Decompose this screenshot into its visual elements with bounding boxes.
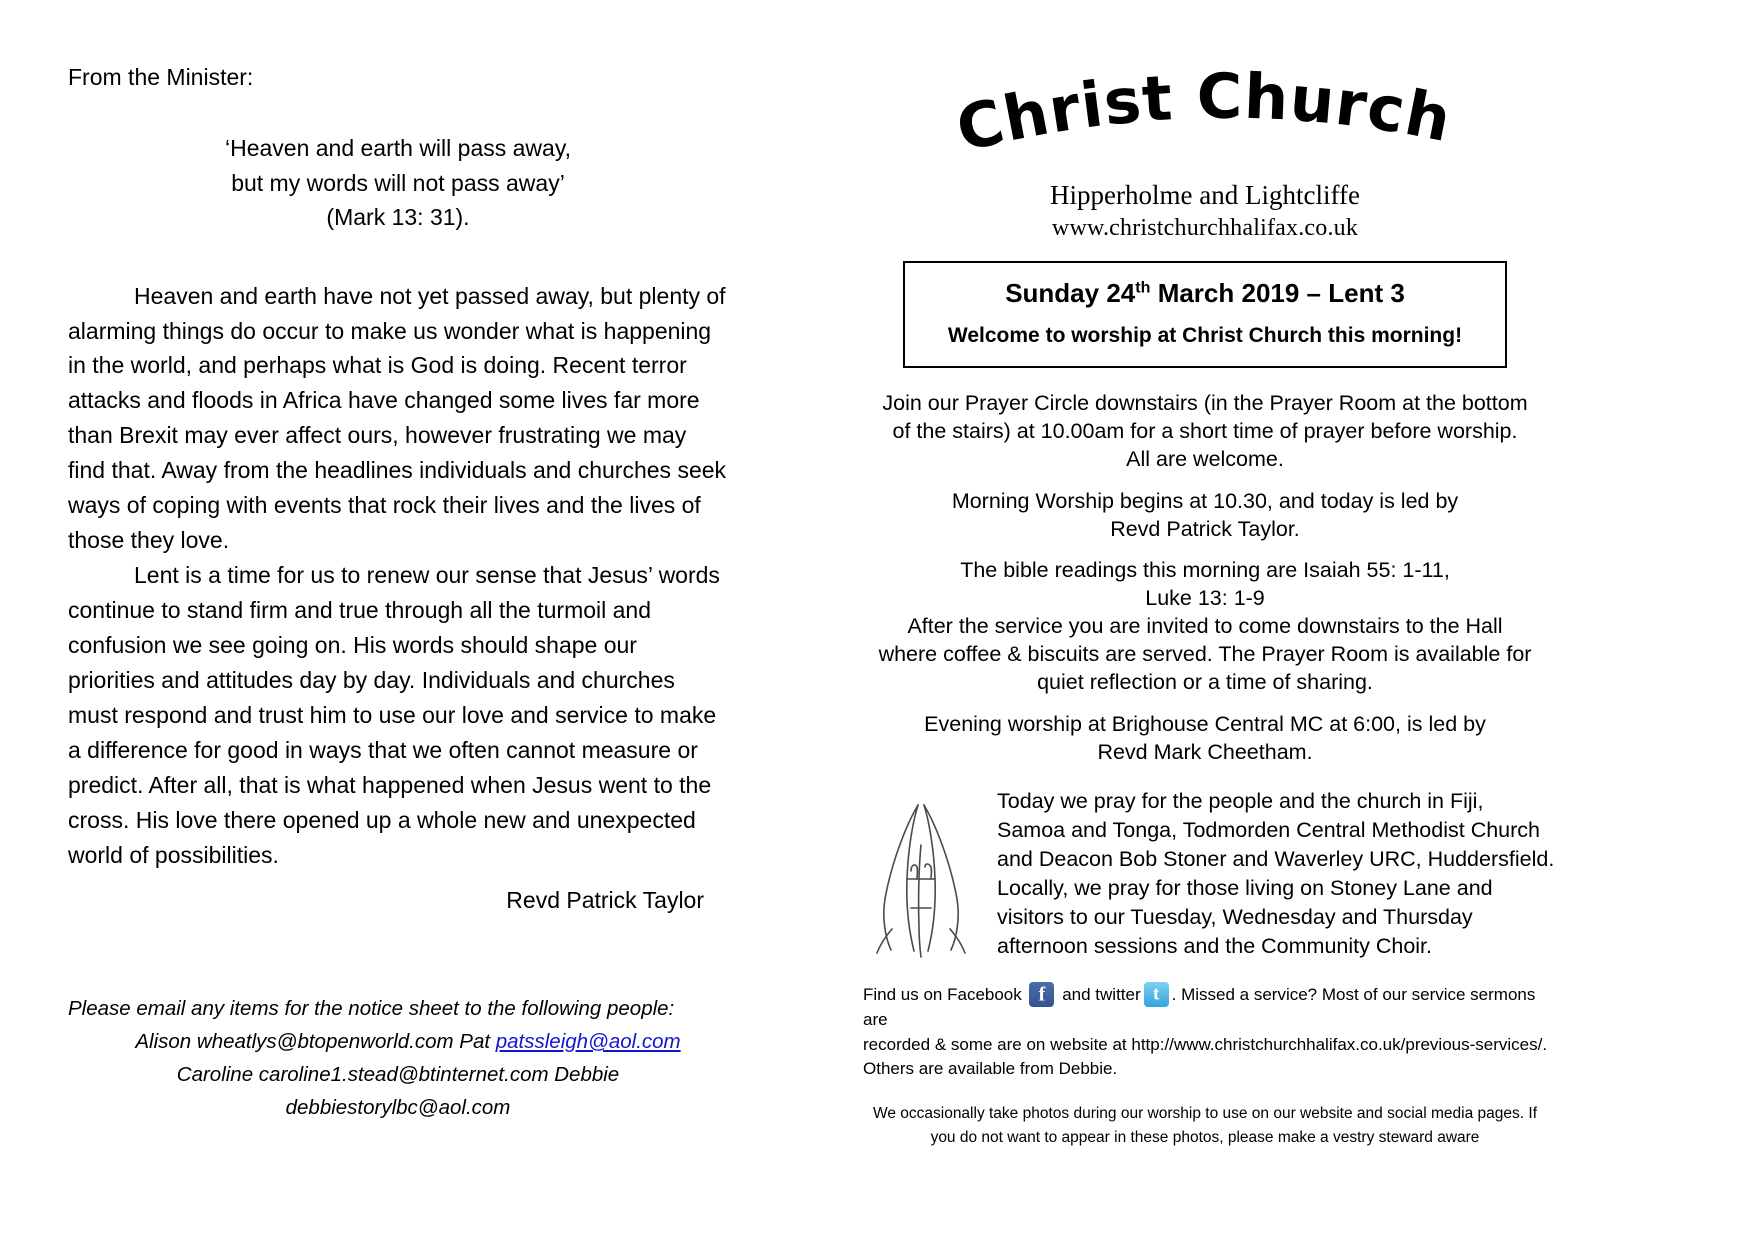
sermons-debbie-line: Others are available from Debbie. <box>863 1059 1118 1079</box>
church-logo-title-text: Christ Church <box>949 59 1458 167</box>
church-website-url: www.christchurchhalifax.co.uk <box>1051 214 1359 241</box>
service-information <box>855 390 1555 767</box>
prayer-list-section <box>855 781 1555 960</box>
minister-paragraph-2: Lent is a time for us to renew our sense that Jesus’ words continue to stand firm and true through all the turmoil and confusion we see going on. His words should shape our priorities and attitudes day by day. Individuals and churches must respond and trust him to use our love and service to make a difference for good in ways that we often cannot measure or predict. After all, that is what happened when Jesus went to the cross. His love there opened up a whole new and unexpected world of possibilities. <box>68 562 720 868</box>
after-service-line-1: After the service you are invited to come downstairs to the Hall <box>907 614 1503 639</box>
after-service-line-3: quiet reflection or a time of sharing. <box>1037 670 1373 695</box>
photo-policy-line-1: We occasionally take photos during our worship to use on our website and social media pages. If you do <box>872 1105 1537 1147</box>
scripture-line-1: ‘Heaven and earth will pass away, <box>224 135 572 162</box>
email-intro-text: Please email any items for the notice sheet to the following people: <box>68 996 675 1020</box>
find-us-middle: and twitter <box>1057 985 1141 1005</box>
facebook-icon[interactable] <box>1029 982 1054 1007</box>
morning-worship-line-2: Revd Patrick Taylor. <box>1110 516 1300 541</box>
from-the-minister-label: From the Minister: <box>68 64 254 90</box>
email-contact-alison-pat-prefix: Alison wheatlys@btopenworld.com Pat <box>135 1029 496 1053</box>
bible-readings-notice <box>855 557 1555 613</box>
prayer-list-text: Today we pray for the people and the church in Fiji, Samoa and Tonga, Todmorden Central Methodist Church and Deacon Bob Stoner and Waverley URC, Huddersfield. Locally, we pray for those living on Stoney Lane and visitors to our Tuesday, Wednesday and Thursday afternoon sessions and the Community Choir. <box>997 789 1555 958</box>
service-date-suffix: March 2019 – Lent 3 <box>1150 277 1405 308</box>
twitter-icon[interactable] <box>1144 982 1169 1007</box>
email-link-patssleigh[interactable]: patssleigh@aol.com <box>495 1029 681 1053</box>
service-date-ordinal-suffix: th <box>1135 278 1151 296</box>
scripture-reference: (Mark 13: 31). <box>326 204 470 231</box>
evening-worship-line-2: Revd Mark Cheetham. <box>1097 740 1313 765</box>
church-logo-arched-title <box>885 58 1525 176</box>
praying-hands-icon <box>861 787 983 959</box>
after-service-line-2: where coffee & biscuits are served. The Prayer Room is available for <box>878 642 1532 667</box>
bible-readings-line-1: The bible readings this morning are Isaiah 55: 1-11, <box>960 558 1450 583</box>
service-date-prefix: Sunday 24 <box>1005 277 1136 308</box>
morning-worship-line-1: Morning Worship begins at 10.30, and today is led by <box>951 488 1459 513</box>
email-contacts-line-2 <box>68 1025 728 1058</box>
prayer-circle-notice <box>855 390 1555 474</box>
church-logo-subtitle: Hipperholme and Lightcliffe <box>1050 180 1360 210</box>
photo-policy-note <box>855 1102 1555 1150</box>
evening-worship-notice <box>855 711 1555 767</box>
minister-paragraph-1: Heaven and earth have not yet passed away, but plenty of alarming things do occur to make us wonder what is happening in the world, and perhaps what is God is doing. Recent terror attacks and floods in Africa have changed some lives far more than Brexit may ever affect ours, however frustrating we may find that. Away from the headlines individuals and churches seek ways of coping with events that rock their lives and the lives of those they love. <box>68 282 727 554</box>
photo-policy-line-2: not want to appear in these photos, please make a vestry steward aware <box>981 1129 1480 1147</box>
church-info-column <box>855 58 1555 1150</box>
email-contacts-line-3: Caroline caroline1.stead@btinternet.com Debbie debbiestorylbc@aol.com <box>176 1063 620 1120</box>
prayer-circle-line-2: of the stairs) at 10.00am for a short time of prayer before worship. <box>892 418 1518 443</box>
church-logo <box>885 58 1525 176</box>
bible-readings-line-2: Luke 13: 1-9 <box>1145 586 1265 611</box>
find-us-suffix: . Missed a service? Most of our service sermons are <box>863 985 1536 1030</box>
prayer-circle-line-3: All are welcome. <box>1126 446 1284 471</box>
scripture-quote <box>68 131 728 235</box>
service-date-heading <box>913 277 1497 311</box>
social-media-line-1 <box>863 982 1555 1032</box>
find-us-prefix: Find us on Facebook <box>863 985 1027 1005</box>
after-service-notice <box>855 613 1555 697</box>
welcome-message: Welcome to worship at Christ Church this morning! <box>947 324 1463 348</box>
minister-column <box>68 62 728 1125</box>
evening-worship-line-1: Evening worship at Brighouse Central MC at 6:00, is led by <box>924 712 1486 737</box>
scripture-line-2: but my words will not pass away’ <box>231 169 565 196</box>
prayer-circle-line-1: Join our Prayer Circle downstairs (in the Prayer Room at the bottom <box>882 390 1528 415</box>
sermons-website-line: recorded & some are on website at http://www.christchurchhalifax.co.uk/previous-services/. <box>863 1034 1548 1054</box>
morning-worship-notice <box>855 488 1555 544</box>
service-date-box <box>903 261 1507 368</box>
email-contacts-block <box>68 992 728 1125</box>
minister-signature: Revd Patrick Taylor <box>506 886 704 913</box>
social-media-footer <box>855 982 1555 1082</box>
